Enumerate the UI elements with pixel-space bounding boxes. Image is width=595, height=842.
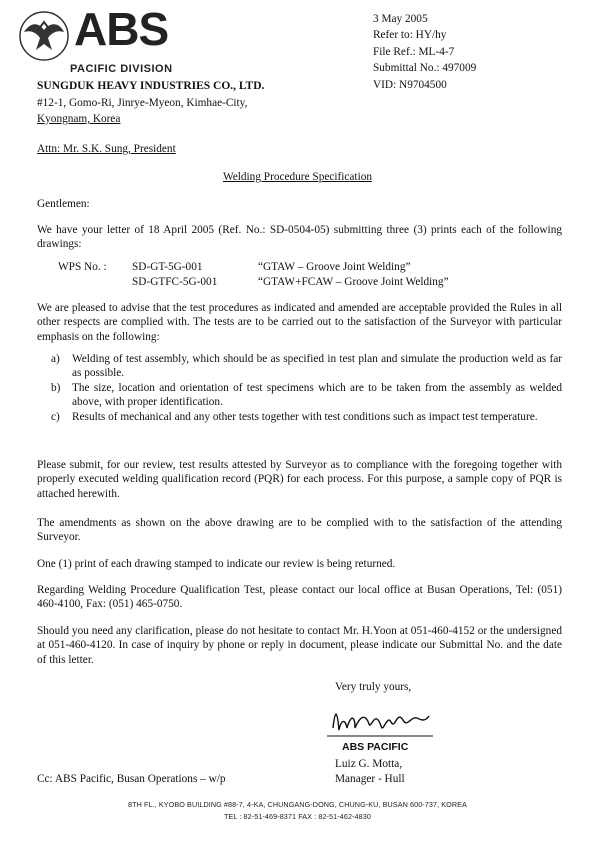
division-label: PACIFIC DIVISION: [70, 63, 173, 75]
file-ref: File Ref.: ML-4-7: [373, 45, 455, 58]
subject-line: [0, 170, 595, 184]
list-item: [37, 381, 562, 410]
wps-desc: “GTAW+FCAW – Groove Joint Welding”: [258, 276, 449, 288]
recipient-company: SUNGDUK HEAVY INDUSTRIES CO., LTD.: [37, 80, 265, 92]
paragraph-intro: We have your letter of 18 April 2005 (Ref. No.: SD-0504-05) submitting three (3) prints each of the following drawings:: [37, 224, 562, 251]
list-marker: a): [51, 353, 60, 365]
wps-code: SD-GTFC-5G-001: [132, 276, 218, 288]
wps-row: [58, 260, 538, 275]
wps-code: SD-GT-5G-001: [132, 261, 203, 273]
wps-row: [58, 275, 538, 290]
paragraph-amendments: The amendments as shown on the above drawing are to be complied with to the satisfaction of the attending Surveyor.: [37, 517, 562, 544]
recipient-address-line2: Kyongnam, Korea: [37, 113, 121, 125]
signatory-title: Manager - Hull: [335, 773, 405, 785]
paragraph-advise: We are pleased to advise that the test procedures as indicated and amended are acceptable provided the Rules in all other respects are complied with. The tests are to be carried out to the satisfaction of the Surveyor with particular emphasis on the following:: [37, 302, 562, 343]
signatory-organization: ABS PACIFIC: [342, 741, 409, 753]
list-item: [37, 410, 562, 424]
reference-block: [373, 11, 476, 93]
footer: [0, 799, 595, 822]
refer-to: Refer to: HY/hy: [373, 29, 447, 42]
list-marker: c): [51, 410, 60, 423]
signatory-name: Luiz G. Motta,: [335, 758, 403, 770]
paragraph-regarding: Regarding Welding Procedure Qualification Test, please contact our local office at Busan Operations, Tel: (051) 460-4100, Fax: (051) 465-0750.: [37, 584, 562, 611]
wps-desc: “GTAW – Groove Joint Welding”: [258, 261, 411, 273]
cc-line: Cc: ABS Pacific, Busan Operations – w/p: [37, 773, 226, 785]
paragraph-submit: Please submit, for our review, test results attested by Surveyor as to compliance with the foregoing together with properly executed welding qualification record (PQR) for each process. For this purpose, a sample copy of PQR is attached herewith.: [37, 459, 562, 500]
paragraph-clarification: Should you need any clarification, please do not hesitate to contact Mr. H.Yoon at 051-460-4152 or the undersigned at 051-460-4120. In case of inquiry by phone or reply in document, please indicate our Submittal No. and the date of this letter.: [37, 625, 562, 666]
salutation: Gentlemen:: [37, 198, 90, 210]
footer-contact: TEL : 82-51-469-8371 FAX : 82-51-462-4830: [224, 811, 371, 821]
list-text: The size, location and orientation of test specimens which are to be taken from the assembly as welded above, with proper identification.: [72, 381, 562, 409]
signature-image: [325, 700, 435, 740]
subject-text: Welding Procedure Specification: [222, 171, 373, 183]
recipient-address-line1: #12-1, Gomo-Ri, Jinrye-Myeon, Kimhae-City,: [37, 97, 248, 109]
eagle-logo-icon: [18, 10, 70, 64]
attention-line: Attn: Mr. S.K. Sung, President: [37, 143, 176, 155]
list-text: Welding of test assembly, which should be as specified in test plan and simulate the production weld as far as possible.: [72, 353, 562, 380]
vid: VID: N9704500: [373, 78, 447, 91]
list-item: [37, 352, 562, 381]
footer-address: 8TH FL., KYOBO BUILDING #88-7, 4-KA, CHUNGANG-DONG, CHUNG-KU, BUSAN 600-737, KOREA: [128, 800, 467, 809]
list-text: Results of mechanical and any other tests together with test conditions such as impact test temperature.: [72, 410, 538, 423]
valediction: Very truly yours,: [335, 681, 412, 693]
submittal-no: Submittal No.: 497009: [373, 62, 477, 75]
wps-list: [58, 260, 538, 290]
paragraph-one-print: One (1) print of each drawing stamped to indicate our review is being returned.: [37, 558, 396, 570]
list-marker: b): [51, 381, 61, 394]
wps-label: WPS No. :: [58, 261, 107, 273]
logo-wordmark: ABS: [74, 3, 169, 55]
emphasis-list: [37, 352, 562, 424]
letter-date: 3 May 2005: [373, 13, 428, 25]
